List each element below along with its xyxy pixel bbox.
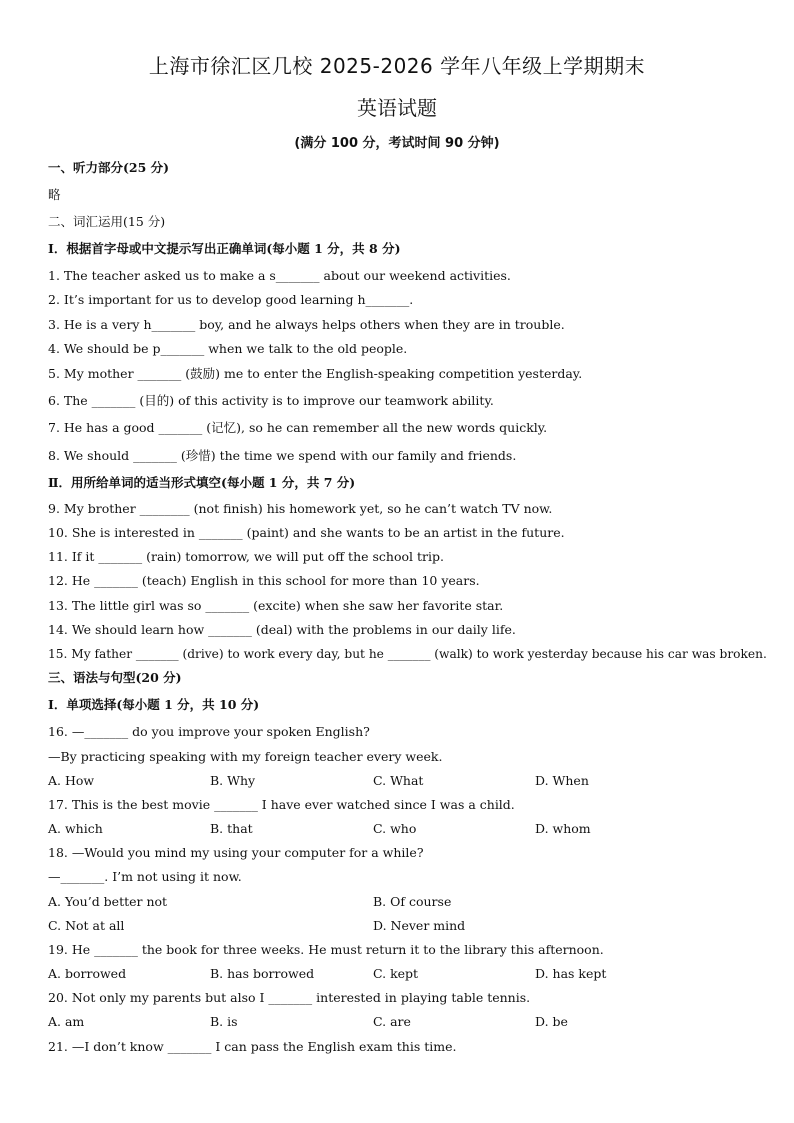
exam-info: (满分 100 分，考试时间 90 分钟) xyxy=(294,136,500,151)
question-16-answer-line: —By practicing speaking with my foreign teacher every week. xyxy=(48,749,443,764)
q17-option-c: C. who xyxy=(373,821,417,836)
question-18-answer-line: —_______. I’m not using it now. xyxy=(48,869,242,884)
q16-option-d: D. When xyxy=(535,773,589,788)
question-8: 8. We should _______ (珍惜) the time we spend with our family and friends. xyxy=(48,448,517,463)
question-21: 21. —I don’t know _______ I can pass the English exam this time. xyxy=(48,1039,457,1054)
section-body-listening: 略 xyxy=(48,187,61,202)
question-17: 17. This is the best movie _______ I have ever watched since I was a child. xyxy=(48,797,515,812)
q19-option-d: D. has kept xyxy=(535,966,607,981)
q16-option-b: B. Why xyxy=(210,773,256,788)
question-6: 6. The _______ (目的) of this activity is to improve our teamwork ability. xyxy=(48,393,494,408)
question-7: 7. He has a good _______ (记忆), so he can remember all the new words quickly. xyxy=(48,420,548,435)
q17-option-b: B. that xyxy=(210,821,253,836)
question-18: 18. —Would you mind my using your computer for a while? xyxy=(48,845,424,860)
part-heading-vocab-1: Ⅰ．根据首字母或中文提示写出正确单词(每小题 1 分，共 8 分) xyxy=(48,241,401,256)
question-15: 15. My father _______ (drive) to work every day, but he _______ (walk) to work yesterday because his car was broken. xyxy=(48,647,767,661)
question-11: 11. If it _______ (rain) tomorrow, we will put off the school trip. xyxy=(48,549,444,564)
q20-option-b: B. is xyxy=(210,1014,238,1029)
question-16: 16. —_______ do you improve your spoken English? xyxy=(48,724,370,739)
q17-option-a: A. which xyxy=(48,821,103,836)
exam-subject: 英语试题 xyxy=(357,96,437,120)
question-12: 12. He _______ (teach) English in this school for more than 10 years. xyxy=(48,573,480,588)
question-19: 19. He _______ the book for three weeks. He must return it to the library this afternoon. xyxy=(48,942,604,957)
question-14: 14. We should learn how _______ (deal) with the problems in our daily life. xyxy=(48,622,516,637)
question-3: 3. He is a very h_______ boy, and he always helps others when they are in trouble. xyxy=(48,317,565,332)
q19-option-b: B. has borrowed xyxy=(210,966,315,981)
q16-option-c: C. What xyxy=(373,773,424,788)
q19-option-c: C. kept xyxy=(373,966,419,981)
part-heading-grammar-1: Ⅰ．单项选择(每小题 1 分，共 10 分) xyxy=(48,697,260,712)
q19-option-a: A. borrowed xyxy=(48,966,127,981)
question-2: 2. It’s important for us to develop good learning h_______. xyxy=(48,292,414,307)
section-heading-vocabulary: 二、词汇运用(15 分) xyxy=(48,214,166,229)
question-9: 9. My brother ________ (not finish) his homework yet, so he can’t watch TV now. xyxy=(48,501,553,516)
question-20: 20. Not only my parents but also I _______ interested in playing table tennis. xyxy=(48,990,531,1005)
section-heading-listening: 一、听力部分(25 分) xyxy=(48,160,170,175)
exam-title: 上海市徐汇区几校 2025-2026 学年八年级上学期期末 xyxy=(148,54,646,78)
question-13: 13. The little girl was so _______ (excite) when she saw her favorite star. xyxy=(48,598,504,613)
q20-option-c: C. are xyxy=(373,1014,411,1029)
question-5: 5. My mother _______ (鼓励) me to enter the English-speaking competition yesterday. xyxy=(48,366,583,381)
q16-option-a: A. How xyxy=(48,773,95,788)
question-4: 4. We should be p_______ when we talk to the old people. xyxy=(48,341,408,356)
q18-option-b: B. Of course xyxy=(373,894,452,909)
question-10: 10. She is interested in _______ (paint) and she wants to be an artist in the future. xyxy=(48,525,565,540)
q20-option-a: A. am xyxy=(48,1014,85,1029)
section-heading-grammar: 三、语法与句型(20 分) xyxy=(48,670,182,685)
q18-option-a: A. You’d better not xyxy=(48,894,168,909)
q18-option-d: D. Never mind xyxy=(373,918,466,933)
q20-option-d: D. be xyxy=(535,1014,568,1029)
part-heading-vocab-2: Ⅱ．用所给单词的适当形式填空(每小题 1 分，共 7 分) xyxy=(48,475,356,490)
q18-option-c: C. Not at all xyxy=(48,918,125,933)
question-1: 1. The teacher asked us to make a s_______ about our weekend activities. xyxy=(48,268,511,283)
q17-option-d: D. whom xyxy=(535,821,591,836)
